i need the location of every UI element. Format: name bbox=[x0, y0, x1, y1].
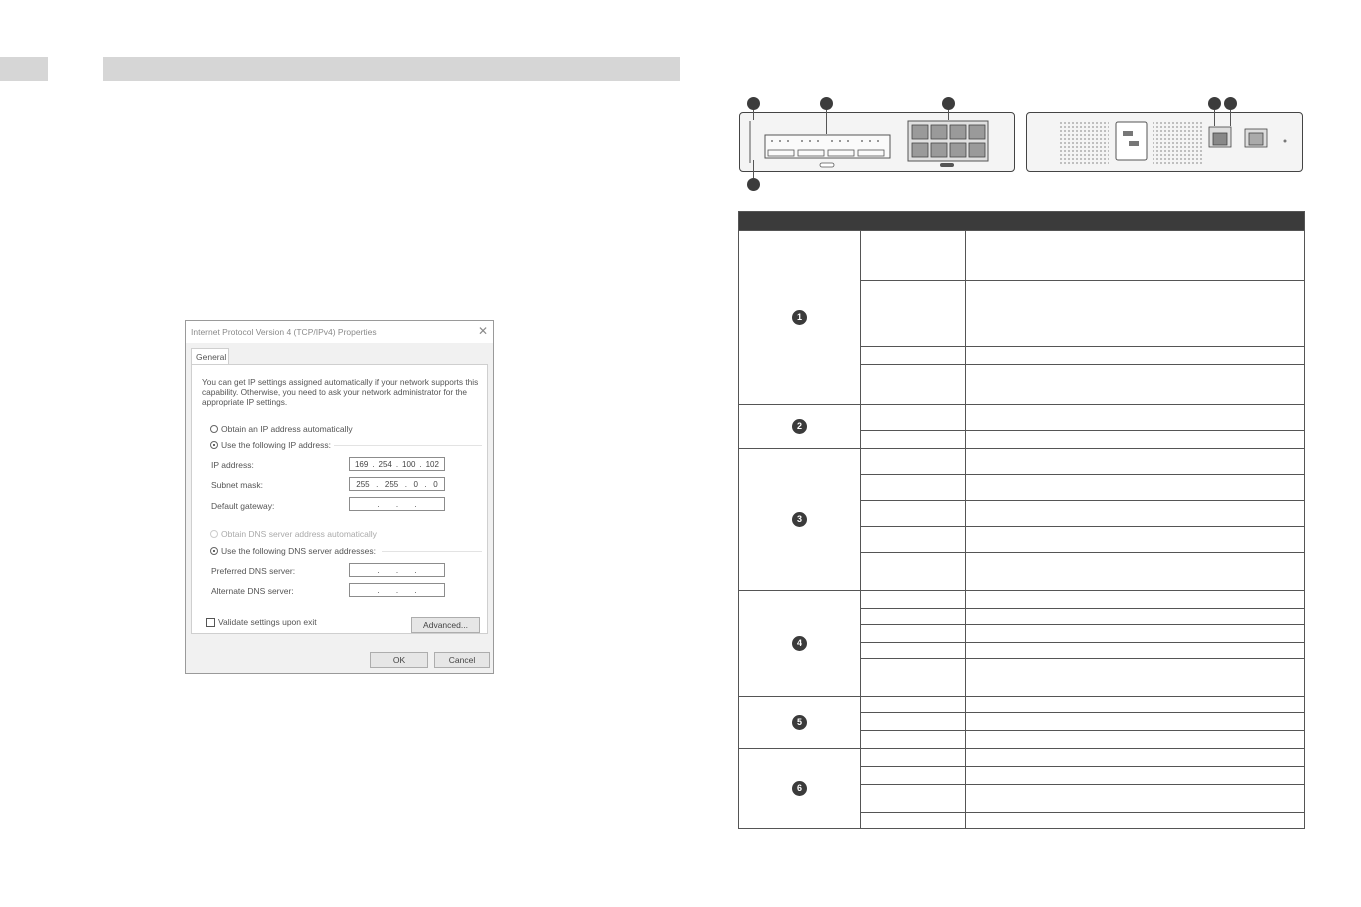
component-number-badge: 4 bbox=[792, 636, 807, 651]
component-description-cell bbox=[966, 431, 1305, 449]
preferred-dns-label: Preferred DNS server: bbox=[211, 566, 296, 576]
component-name-cell bbox=[861, 347, 966, 365]
ip-octet: 169 bbox=[354, 459, 369, 469]
radio-icon[interactable] bbox=[210, 425, 218, 433]
ip-dot: . bbox=[372, 459, 375, 469]
use-following-dns-label: Use the following DNS server addresses: bbox=[221, 546, 376, 556]
component-name-cell bbox=[861, 475, 966, 501]
component-number-cell bbox=[739, 449, 861, 591]
component-name-cell bbox=[861, 281, 966, 347]
table-row bbox=[739, 591, 1305, 609]
obtain-ip-auto-option[interactable] bbox=[210, 424, 353, 434]
mask-octet: 0 bbox=[413, 479, 418, 489]
ip-dot: . bbox=[395, 459, 399, 469]
ip-dot: . bbox=[404, 479, 407, 489]
component-name-cell bbox=[861, 609, 966, 625]
table-row bbox=[739, 749, 1305, 767]
ip-octet: 254 bbox=[378, 459, 392, 469]
ip-dot: . bbox=[376, 479, 379, 489]
close-icon[interactable]: ✕ bbox=[477, 324, 488, 338]
component-description-cell bbox=[966, 767, 1305, 785]
component-description-cell bbox=[966, 449, 1305, 475]
component-name-cell bbox=[861, 659, 966, 697]
subnet-mask-input[interactable] bbox=[349, 477, 445, 491]
component-number-cell bbox=[739, 405, 861, 449]
dialog-title: Internet Protocol Version 4 (TCP/IPv4) Properties bbox=[191, 327, 377, 337]
callout-marker bbox=[1224, 97, 1237, 110]
alternate-dns-label: Alternate DNS server: bbox=[211, 586, 294, 596]
callout-marker bbox=[820, 97, 833, 110]
component-name-cell bbox=[861, 365, 966, 405]
component-name-cell bbox=[861, 405, 966, 431]
use-following-ip-option[interactable] bbox=[210, 440, 331, 450]
validate-settings-option[interactable] bbox=[206, 617, 317, 627]
callout-leader bbox=[826, 110, 827, 134]
tcpip-properties-dialog bbox=[185, 320, 494, 674]
ip-dot: . bbox=[414, 585, 417, 595]
ip-dot: . bbox=[414, 499, 417, 509]
component-description-cell bbox=[966, 643, 1305, 659]
component-name-cell bbox=[861, 731, 966, 749]
component-name-cell bbox=[861, 643, 966, 659]
component-description-cell bbox=[966, 713, 1305, 731]
component-description-cell bbox=[966, 785, 1305, 813]
component-number-badge: 3 bbox=[792, 512, 807, 527]
component-number-cell bbox=[739, 749, 861, 829]
component-name-cell bbox=[861, 767, 966, 785]
component-description-cell bbox=[966, 281, 1305, 347]
table-row bbox=[739, 405, 1305, 431]
general-panel bbox=[191, 364, 488, 634]
mask-octet: 255 bbox=[384, 479, 399, 489]
component-description-cell bbox=[966, 625, 1305, 643]
use-following-ip-label: Use the following IP address: bbox=[221, 440, 331, 450]
component-name-cell bbox=[861, 527, 966, 553]
component-description-cell bbox=[966, 527, 1305, 553]
component-description-cell bbox=[966, 347, 1305, 365]
ip-dot: . bbox=[377, 565, 380, 575]
radio-selected-icon[interactable] bbox=[210, 547, 218, 555]
rear-panel-drawing bbox=[1027, 113, 1301, 170]
component-number-cell bbox=[739, 231, 861, 405]
radio-disabled-icon[interactable] bbox=[210, 530, 218, 538]
ip-address-input[interactable] bbox=[349, 457, 445, 471]
dialog-titlebar bbox=[186, 321, 493, 343]
callout-marker bbox=[942, 97, 955, 110]
component-description-cell bbox=[966, 591, 1305, 609]
group-divider bbox=[382, 551, 482, 552]
ip-octet: 100 bbox=[402, 459, 416, 469]
component-name-cell bbox=[861, 785, 966, 813]
device-rear-panel-illustration bbox=[1026, 112, 1303, 172]
component-name-cell bbox=[861, 697, 966, 713]
component-description-cell bbox=[966, 609, 1305, 625]
component-description-cell bbox=[966, 813, 1305, 829]
table-row bbox=[739, 449, 1305, 475]
callout-marker bbox=[1208, 97, 1221, 110]
table-row bbox=[739, 697, 1305, 713]
component-description-cell bbox=[966, 231, 1305, 281]
checkbox-icon[interactable] bbox=[206, 618, 215, 627]
component-name-cell bbox=[861, 813, 966, 829]
component-name-cell bbox=[861, 591, 966, 609]
component-number-badge: 6 bbox=[792, 781, 807, 796]
ip-dot: . bbox=[395, 565, 399, 575]
table-header-row bbox=[739, 212, 1305, 231]
use-following-dns-option[interactable] bbox=[210, 546, 376, 556]
specification-table bbox=[738, 211, 1305, 829]
component-name-cell bbox=[861, 449, 966, 475]
front-panel-drawing bbox=[740, 113, 1013, 170]
obtain-ip-auto-label: Obtain an IP address automatically bbox=[221, 424, 353, 434]
component-name-cell bbox=[861, 501, 966, 527]
component-number-cell bbox=[739, 591, 861, 697]
callout-leader bbox=[1230, 110, 1231, 126]
ip-dot: . bbox=[395, 585, 399, 595]
ip-dot: . bbox=[424, 479, 427, 489]
device-front-panel-illustration bbox=[739, 112, 1015, 172]
component-description-cell bbox=[966, 749, 1305, 767]
component-description-cell bbox=[966, 501, 1305, 527]
validate-settings-label: Validate settings upon exit bbox=[218, 617, 317, 627]
component-name-cell bbox=[861, 749, 966, 767]
callout-leader bbox=[753, 160, 754, 178]
ip-octet: 102 bbox=[425, 459, 439, 469]
ip-dot: . bbox=[414, 565, 417, 575]
table-row bbox=[739, 231, 1305, 281]
preferred-dns-input[interactable] bbox=[349, 563, 445, 577]
callout-leader bbox=[948, 110, 949, 120]
obtain-dns-auto-label: Obtain DNS server address automatically bbox=[221, 529, 377, 539]
obtain-dns-auto-option[interactable] bbox=[210, 529, 377, 539]
component-description-cell bbox=[966, 553, 1305, 591]
tab-general[interactable]: General bbox=[191, 348, 229, 365]
component-number-badge: 2 bbox=[792, 419, 807, 434]
ip-dot: . bbox=[419, 459, 422, 469]
default-gateway-input[interactable] bbox=[349, 497, 445, 511]
dialog-description: You can get IP settings assigned automatically if your network supports this capability. Otherwise, you need to ask your network administrator for the appropriate IP settings. bbox=[202, 377, 479, 407]
ip-address-label: IP address: bbox=[211, 460, 254, 470]
callout-leader bbox=[753, 110, 754, 120]
component-description-cell bbox=[966, 475, 1305, 501]
component-description-cell bbox=[966, 731, 1305, 749]
table-body bbox=[739, 231, 1305, 829]
component-description-cell bbox=[966, 365, 1305, 405]
group-divider bbox=[334, 445, 482, 446]
component-number-badge: 1 bbox=[792, 310, 807, 325]
section-header-bar bbox=[103, 57, 680, 81]
component-name-cell bbox=[861, 231, 966, 281]
ok-button[interactable]: OK bbox=[370, 652, 428, 668]
component-name-cell bbox=[861, 553, 966, 591]
component-description-cell bbox=[966, 697, 1305, 713]
component-description-cell bbox=[966, 405, 1305, 431]
ip-dot: . bbox=[395, 499, 399, 509]
alternate-dns-input[interactable] bbox=[349, 583, 445, 597]
radio-selected-icon[interactable] bbox=[210, 441, 218, 449]
component-number-badge: 5 bbox=[792, 715, 807, 730]
cancel-button[interactable]: Cancel bbox=[434, 652, 490, 668]
side-tab bbox=[0, 57, 48, 81]
default-gateway-label: Default gateway: bbox=[211, 501, 275, 511]
advanced-button[interactable]: Advanced... bbox=[411, 617, 480, 633]
mask-octet: 255 bbox=[356, 479, 370, 489]
ip-dot: . bbox=[377, 585, 380, 595]
component-number-cell bbox=[739, 697, 861, 749]
component-name-cell bbox=[861, 625, 966, 643]
mask-octet: 0 bbox=[433, 479, 438, 489]
callout-marker bbox=[747, 97, 760, 110]
callout-marker bbox=[747, 178, 760, 191]
component-name-cell bbox=[861, 713, 966, 731]
ip-dot: . bbox=[377, 499, 380, 509]
component-name-cell bbox=[861, 431, 966, 449]
component-description-cell bbox=[966, 659, 1305, 697]
callout-leader bbox=[1214, 110, 1215, 126]
subnet-mask-label: Subnet mask: bbox=[211, 480, 263, 490]
